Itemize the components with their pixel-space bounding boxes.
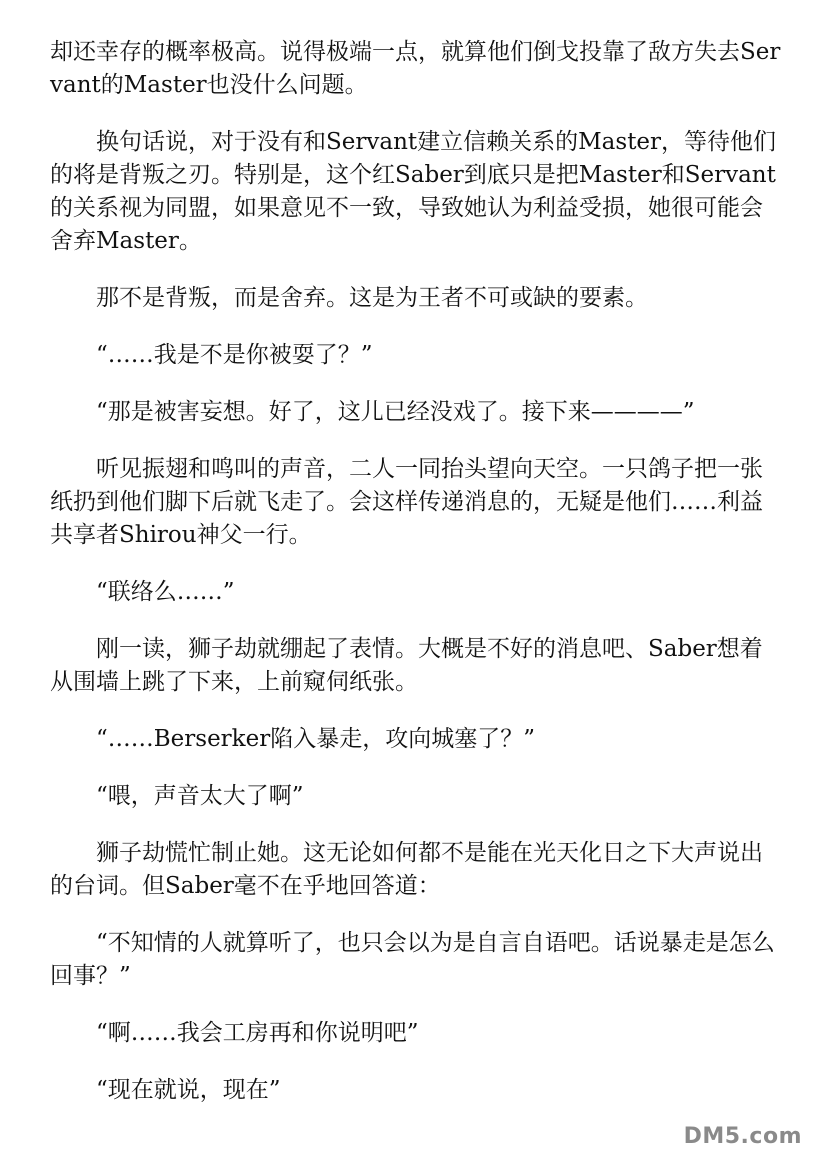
paragraph-2: 换句话说，对于没有和Servant建立信赖关系的Master，等待他们的将是背叛之刃。特别是，这个红Saber到底只是把Master和Servant的关系视为同盟，如果意见不一致，导致她认为利益受损，她很可能会舍弃Master。 bbox=[50, 129, 777, 254]
paragraph-10: “喂，声音太大了啊” bbox=[96, 783, 304, 809]
document-page bbox=[50, 36, 785, 1131]
paragraph-6: 听见振翅和鸣叫的声音，二人一同抬头望向天空。一只鸽子把一张纸扔到他们脚下后就飞走了。会这样传递消息的，无疑是他们……利益共享者Shirou神父一行。 bbox=[50, 456, 763, 548]
paragraph-9: “……Berserker陷入暴走，攻向城塞了？” bbox=[96, 726, 535, 752]
paragraph-7: “联络么……” bbox=[96, 579, 235, 605]
site-watermark-logo: DM5.com bbox=[683, 1124, 802, 1149]
paragraph-12: “不知情的人就算听了，也只会以为是自言自语吧。话说暴走是怎么回事？” bbox=[50, 930, 775, 989]
paragraph-14: “现在就说，现在” bbox=[96, 1077, 281, 1103]
paragraph-13: “啊……我会工房再和你说明吧” bbox=[96, 1020, 419, 1046]
paragraph-5: “那是被害妄想。好了，这儿已经没戏了。接下来————” bbox=[96, 399, 695, 425]
paragraph-3: 那不是背叛，而是舍弃。这是为王者不可或缺的要素。 bbox=[96, 285, 648, 311]
paragraph-11: 狮子劫慌忙制止她。这无论如何都不是能在光天化日之下大声说出的台词。但Saber毫不在乎地回答道： bbox=[50, 840, 763, 899]
paragraph-8: 刚一读，狮子劫就绷起了表情。大概是不好的消息吧、Saber想着从围墙上跳了下来，上前窥伺纸张。 bbox=[50, 636, 763, 695]
paragraph-1: 却还幸存的概率极高。说得极端一点，就算他们倒戈投靠了敌方失去Servant的Master也没什么问题。 bbox=[50, 39, 781, 98]
paragraph-4: “……我是不是你被耍了？” bbox=[96, 342, 373, 368]
